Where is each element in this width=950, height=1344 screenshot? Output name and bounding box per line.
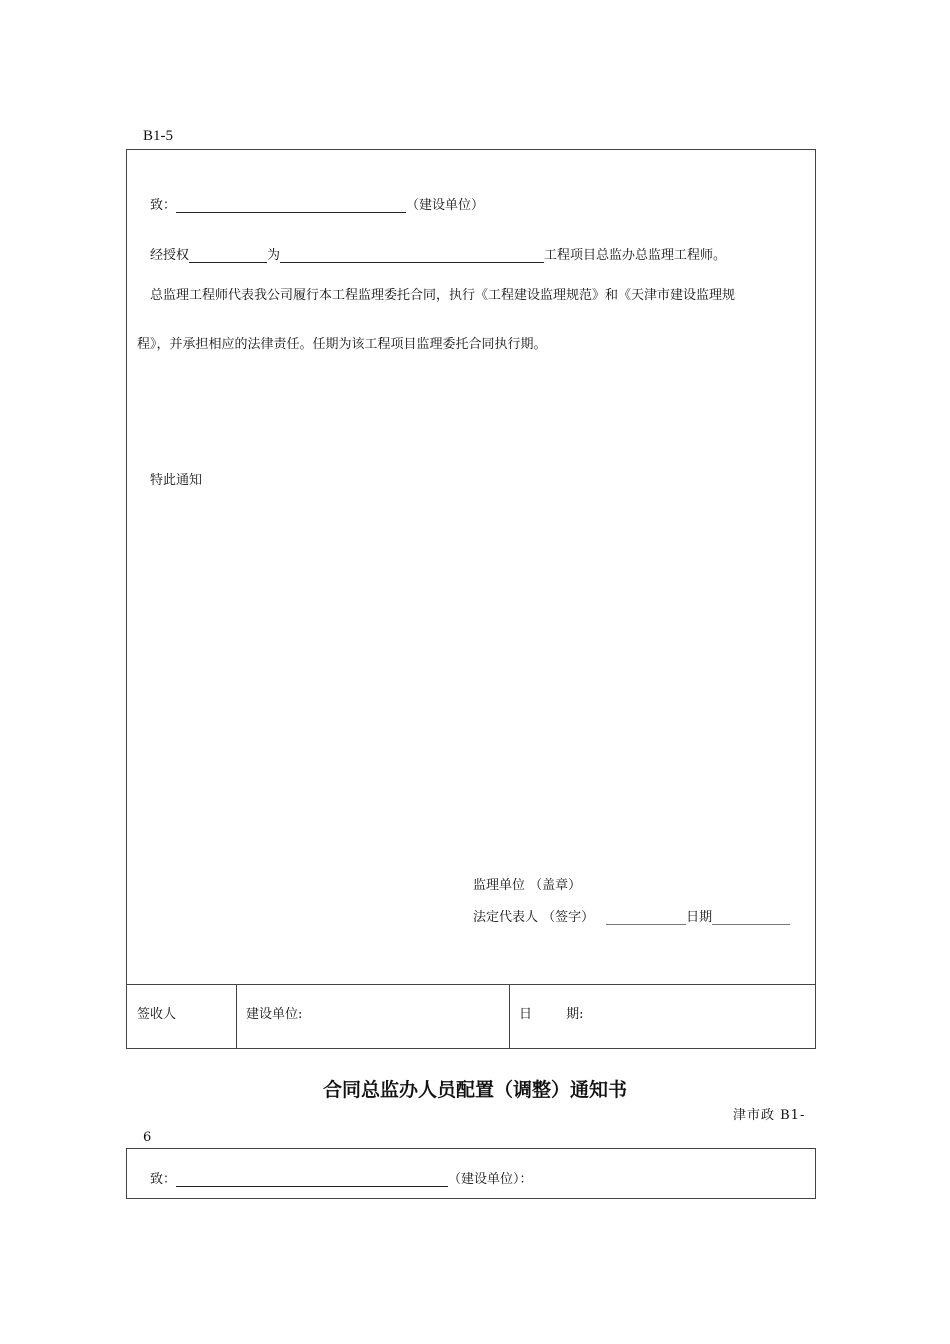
authorizer-blank[interactable] [189, 248, 267, 263]
addressee-blank[interactable] [176, 198, 406, 213]
receipt-col-divider-2 [509, 984, 510, 1048]
notice-closing: 特此通知 [150, 473, 203, 488]
legal-rep-label: 法定代表人 （签字） [473, 910, 595, 925]
form-code: B1-5 [143, 128, 173, 144]
supervision-unit-seal: 监理单位 （盖章） [473, 878, 582, 893]
addressee-line [150, 194, 484, 213]
auth-mid: 为 [267, 248, 281, 263]
config-notice-form [126, 1148, 816, 1199]
to-suffix-2: （建设单位）： [448, 1172, 533, 1187]
authorization-line [150, 244, 726, 263]
form-code-line-1: 津市政 B1- [733, 1108, 806, 1123]
paragraph-line-1: 总监理工程师代表我公司履行本工程监理委托合同，执行《工程建设监理规范》和《天津市建设监理规 [150, 288, 736, 303]
receipt-row [127, 984, 815, 1048]
signature-blank[interactable] [606, 910, 686, 925]
receipt-col-divider-1 [236, 984, 237, 1048]
receiver-label: 签收人 [137, 1007, 177, 1022]
paragraph-line-2: 程》，并承担相应的法律责任。任期为该工程项目监理委托合同执行期。 [137, 337, 547, 352]
form-title: 合同总监办人员配置（调整）通知书 [322, 1079, 627, 1101]
receipt-date-field[interactable]: 日 期: [519, 1007, 584, 1022]
date-label: 日期 [686, 910, 713, 925]
auth-suffix: 工程项目总监办总监理工程师。 [544, 248, 727, 263]
notice-form [126, 149, 816, 1049]
date-blank[interactable] [712, 910, 790, 925]
form-code-line-2: 6 [143, 1130, 152, 1145]
addressee-line-2 [150, 1168, 533, 1187]
to-label-2: 致： [150, 1172, 177, 1187]
to-suffix: （建设单位） [406, 198, 485, 213]
construction-unit-field[interactable]: 建设单位: [246, 1007, 303, 1022]
legal-rep-signature-line [473, 906, 790, 925]
auth-prefix: 经授权 [150, 248, 190, 263]
engineer-name-blank[interactable] [280, 248, 544, 263]
to-label: 致： [150, 198, 177, 213]
addressee-blank-2[interactable] [176, 1172, 448, 1187]
receipt-row-divider [127, 984, 815, 985]
